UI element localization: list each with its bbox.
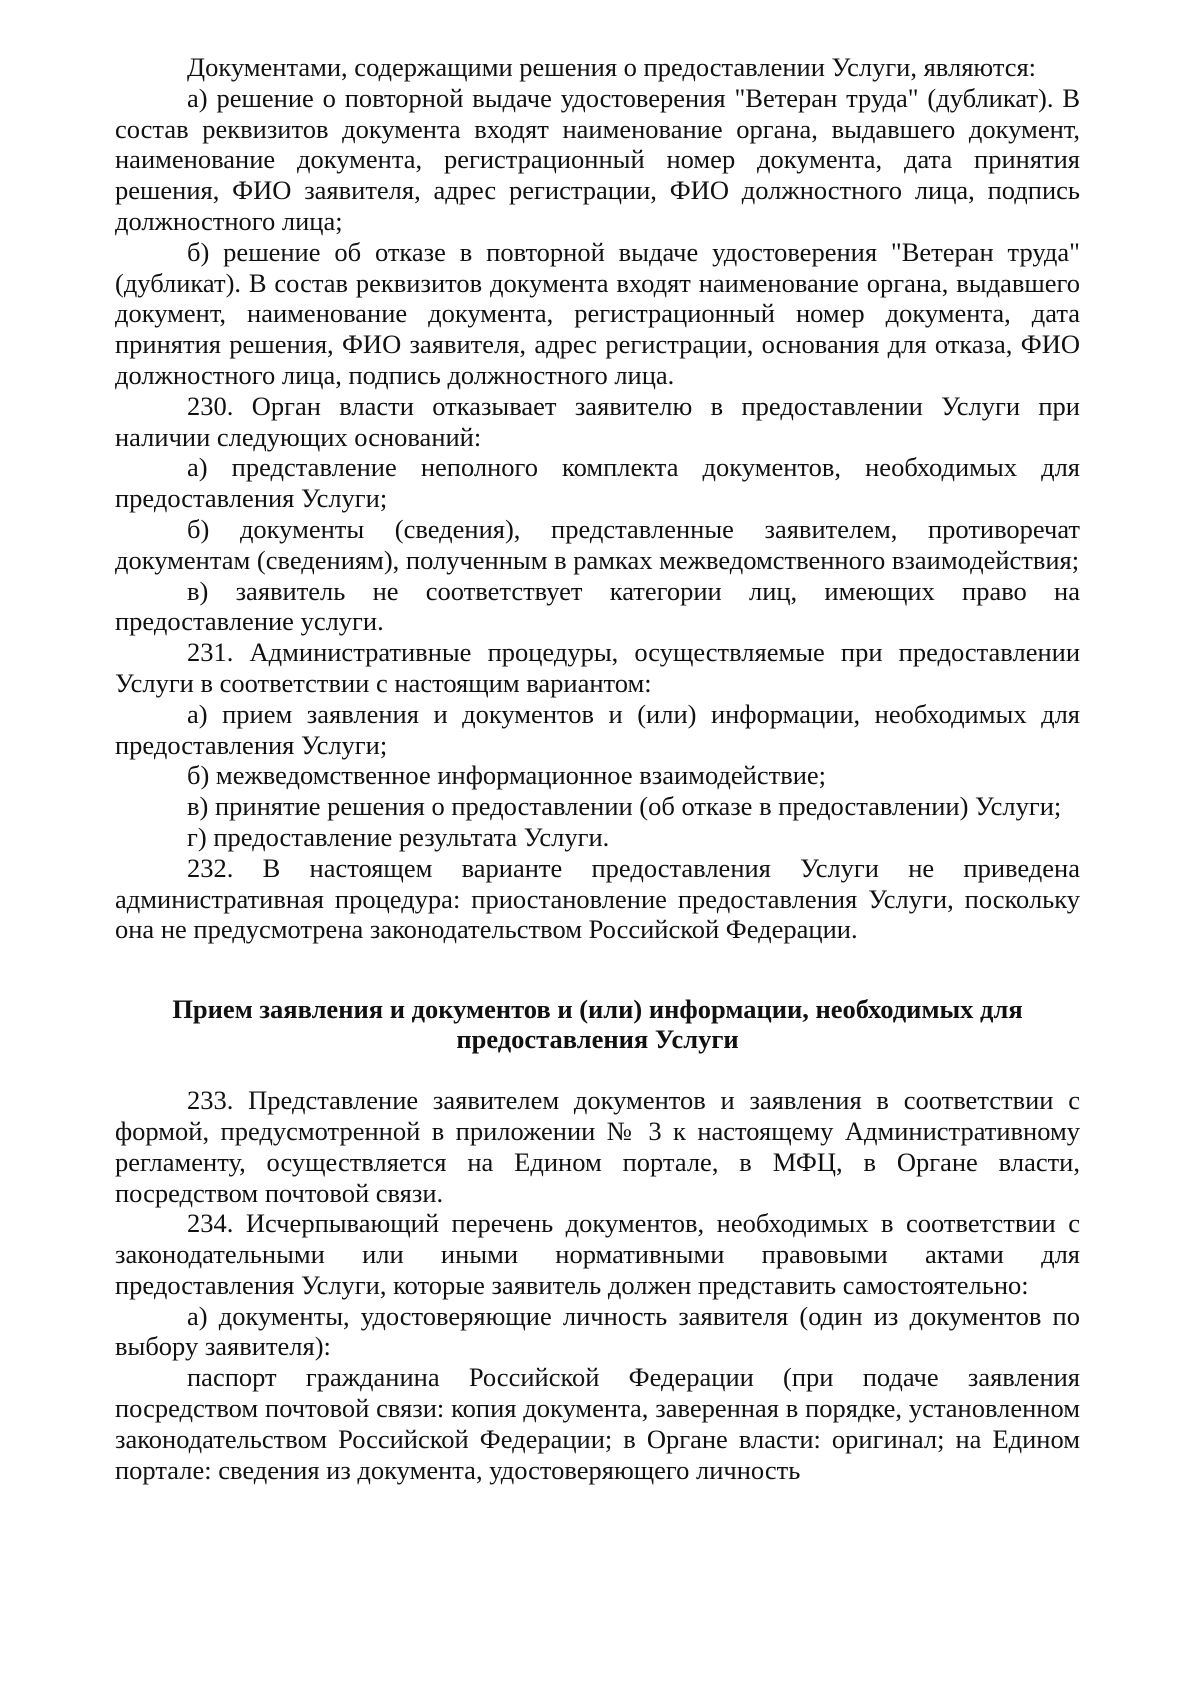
paragraph-234-item-a: а) документы, удостоверяющие личность заявителя (один из документов по выбору заявителя):	[115, 1300, 1080, 1362]
paragraph-230-item-b: б) документы (сведения), представленные заявителем, противоречат документам (сведениям), полученным в рамках межведомственного взаимодействия;	[115, 513, 1080, 575]
section-heading-line1: Прием заявления и документов и (или) информации, необходимых для	[172, 994, 1023, 1025]
paragraph-decisions-intro: Документами, содержащими решения о предоставлении Услуги, являются:	[187, 52, 1037, 82]
paragraph-231-item-d: г) предоставление результата Услуги.	[187, 821, 610, 852]
paragraph-231-item-a: а) прием заявления и документов и (или) информации, необходимых для предоставления Услуги;	[115, 698, 1080, 760]
paragraph-232: 232. В настоящем варианте предоставления Услуги не приведена административная процедура: приостановление предоставления Услуги, поскольку она не предусмотрена законодательством Российской Федерации.	[115, 852, 1080, 945]
paragraph-230-item-a: а) представление неполного комплекта документов, необходимых для предоставления Услуги;	[115, 452, 1080, 514]
section-heading	[115, 994, 1080, 1054]
paragraph-230-item-c: в) заявитель не соответствует категории лиц, имеющих право на предоставление услуги.	[115, 575, 1080, 637]
paragraph-234: 234. Исчерпывающий перечень документов, необходимых в соответствии с законодательными или иными нормативными правовыми актами для предоставления Услуги, которые заявитель должен представить самостоятельно:	[115, 1208, 1080, 1300]
paragraph-231-item-b: б) межведомственное информационное взаимодействие;	[187, 760, 827, 791]
paragraph-231: 231. Административные процедуры, осуществляемые при предоставлении Услуги в соответствии с настоящим вариантом:	[115, 637, 1080, 698]
paragraph-item-b-refusal-decision: б) решение об отказе в повторной выдаче удостоверения "Ветеран труда" (дубликат). В состав реквизитов документа входят наименование органа, выдавшего документ, наименование документа, регистрационный номер документа, дата принятия решения, ФИО заявителя, адрес регистрации, основания для отказа, ФИО должностного лица, подпись должностного лица.	[115, 236, 1080, 390]
paragraph-230: 230. Орган власти отказывает заявителю в предоставлении Услуги при наличии следующих оснований:	[115, 390, 1080, 452]
paragraph-231-item-c: в) принятие решения о предоставлении (об отказе в предоставлении) Услуги;	[187, 791, 1062, 822]
section-heading-line2: предоставления Услуги	[456, 1024, 739, 1055]
paragraph-item-a-duplicate-decision: а) решение о повторной выдаче удостоверения "Ветеран труда" (дубликат). В состав реквизитов документа входят наименование органа, выдавшего документ, наименование документа, регистрационный номер документа, дата принятия решения, ФИО заявителя, адрес регистрации, ФИО должностного лица, подпись должностного лица;	[115, 82, 1080, 236]
paragraph-233: 233. Представление заявителем документов и заявления в соответствии с формой, предусмотренной в приложении № 3 к настоящему Административному регламенту, осуществляется на Едином портале, в МФЦ, в Органе власти, посредством почтовой связи.	[115, 1085, 1080, 1208]
paragraph-passport: паспорт гражданина Российской Федерации (при подаче заявления посредством почтовой связи: копия документа, заверенная в порядке, установленном законодательством Российской Федерации; в Органе власти: оригинал; на Едином портале: сведения из документа, удостоверяющего личность	[115, 1362, 1080, 1485]
document-page	[115, 52, 1080, 1485]
